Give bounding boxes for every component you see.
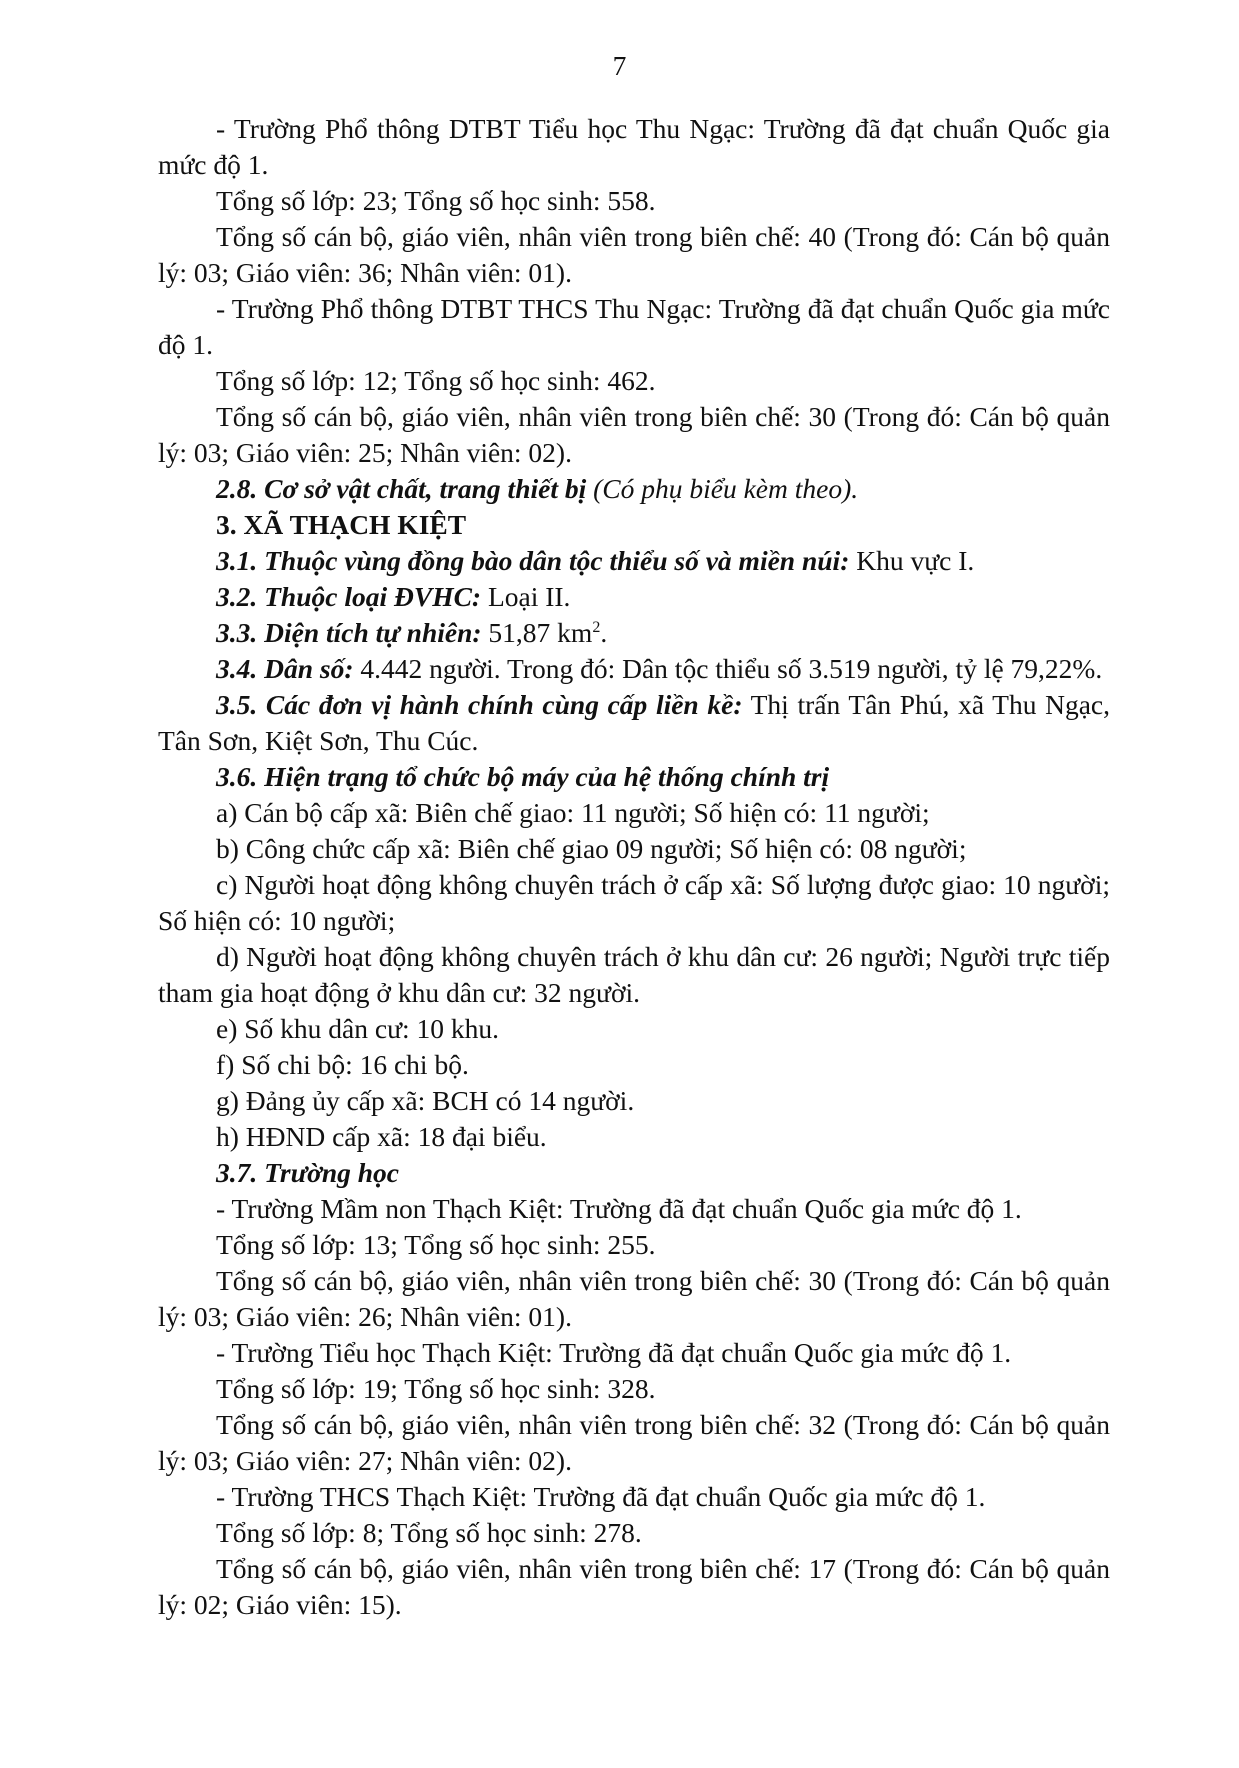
section-3-4-label: 3.4. Dân số: <box>216 653 354 684</box>
paragraph-class-count: Tổng số lớp: 19; Tổng số học sinh: 328. <box>216 1373 656 1404</box>
paragraph-staff-count: Tổng số cán bộ, giáo viên, nhân viên trong biên chế: 40 (Trong đó: Cán bộ quản lý: 03; Giáo viên: 36; Nhân viên: 01). <box>158 221 1110 288</box>
section-2-8-note: (Có phụ biểu kèm theo). <box>586 473 859 504</box>
list-item-party-cells: f) Số chi bộ: 16 chi bộ. <box>216 1049 469 1080</box>
section-3-3-value: 51,87 km <box>481 617 593 648</box>
paragraph-thu-ngac-secondary-school: - Trường Phổ thông DTBT THCS Thu Ngạc: Trường đã đạt chuẩn Quốc gia mức độ 1. <box>158 293 1110 360</box>
paragraph-class-count: Tổng số lớp: 23; Tổng số học sinh: 558. <box>216 185 656 216</box>
page-number: 7 <box>612 50 627 81</box>
paragraph-staff-count: Tổng số cán bộ, giáo viên, nhân viên trong biên chế: 32 (Trong đó: Cán bộ quản lý: 03; Giáo viên: 27; Nhân viên: 02). <box>158 1409 1110 1476</box>
section-3-3-tail: . <box>600 617 608 648</box>
section-3-5-label: 3.5. Các đơn vị hành chính cùng cấp liền kề: <box>216 689 743 720</box>
section-3-4 <box>158 651 1110 687</box>
section-3-3-superscript: 2 <box>592 618 601 636</box>
section-3-7-heading: 3.7. Trường học <box>216 1157 400 1188</box>
section-3-1 <box>158 543 1110 579</box>
list-item-part-time-commune: c) Người hoạt động không chuyên trách ở cấp xã: Số lượng được giao: 10 người; Số hiện có: 10 người; <box>158 869 1110 936</box>
section-3-2-value: Loại II. <box>481 581 571 612</box>
section-3-2 <box>158 579 1110 615</box>
paragraph-class-count: Tổng số lớp: 8; Tổng số học sinh: 278. <box>216 1517 642 1548</box>
paragraph-primary-school: - Trường Tiểu học Thạch Kiệt: Trường đã đạt chuẩn Quốc gia mức độ 1. <box>216 1337 1012 1368</box>
section-3-title: 3. XÃ THẠCH KIỆT <box>216 509 467 540</box>
section-2-8-heading: 2.8. Cơ sở vật chất, trang thiết bị <box>216 473 587 504</box>
list-item-peoples-council: h) HĐND cấp xã: 18 đại biểu. <box>216 1121 547 1152</box>
section-3-6-heading: 3.6. Hiện trạng tổ chức bộ máy của hệ thống chính trị <box>216 761 830 792</box>
section-2-8 <box>158 471 1110 507</box>
section-3-5 <box>158 687 1110 759</box>
document-body <box>158 111 1110 1623</box>
paragraph-class-count: Tổng số lớp: 12; Tổng số học sinh: 462. <box>216 365 656 396</box>
paragraph-staff-count: Tổng số cán bộ, giáo viên, nhân viên trong biên chế: 30 (Trong đó: Cán bộ quản lý: 03; Giáo viên: 26; Nhân viên: 01). <box>158 1265 1110 1332</box>
section-3-3 <box>158 615 1110 651</box>
section-3-1-value: Khu vực I. <box>849 545 975 576</box>
paragraph-staff-count: Tổng số cán bộ, giáo viên, nhân viên trong biên chế: 17 (Trong đó: Cán bộ quản lý: 02; Giáo viên: 15). <box>158 1553 1110 1620</box>
list-item-party-committee: g) Đảng ủy cấp xã: BCH có 14 người. <box>216 1085 635 1116</box>
list-item-residential-areas: e) Số khu dân cư: 10 khu. <box>216 1013 499 1044</box>
section-3-2-label: 3.2. Thuộc loại ĐVHC: <box>216 581 482 612</box>
list-item-cadres: a) Cán bộ cấp xã: Biên chế giao: 11 người; Số hiện có: 11 người; <box>216 797 930 828</box>
section-3-3-label: 3.3. Diện tích tự nhiên: <box>216 617 482 648</box>
section-3-5-value: Thị trấn Tân Phú, xã Thu Ngạc, Tân Sơn, Kiệt Sơn, Thu Cúc. <box>158 689 1111 756</box>
paragraph-thu-ngac-primary-school: - Trường Phổ thông DTBT Tiểu học Thu Ngạc: Trường đã đạt chuẩn Quốc gia mức độ 1. <box>158 113 1110 180</box>
section-3-1-label: 3.1. Thuộc vùng đồng bào dân tộc thiểu số và miền núi: <box>216 545 850 576</box>
paragraph-class-count: Tổng số lớp: 13; Tổng số học sinh: 255. <box>216 1229 656 1260</box>
section-3-4-value: 4.442 người. Trong đó: Dân tộc thiểu số 3.519 người, tỷ lệ 79,22%. <box>353 653 1103 684</box>
paragraph-kindergarten: - Trường Mầm non Thạch Kiệt: Trường đã đạt chuẩn Quốc gia mức độ 1. <box>216 1193 1022 1224</box>
paragraph-secondary-school: - Trường THCS Thạch Kiệt: Trường đã đạt chuẩn Quốc gia mức độ 1. <box>216 1481 986 1512</box>
list-item-civil-servants: b) Công chức cấp xã: Biên chế giao 09 người; Số hiện có: 08 người; <box>216 833 967 864</box>
paragraph-staff-count: Tổng số cán bộ, giáo viên, nhân viên trong biên chế: 30 (Trong đó: Cán bộ quản lý: 03; Giáo viên: 25; Nhân viên: 02). <box>158 401 1110 468</box>
list-item-part-time-residential: d) Người hoạt động không chuyên trách ở khu dân cư: 26 người; Người trực tiếp tham gia hoạt động ở khu dân cư: 32 người. <box>158 941 1110 1008</box>
